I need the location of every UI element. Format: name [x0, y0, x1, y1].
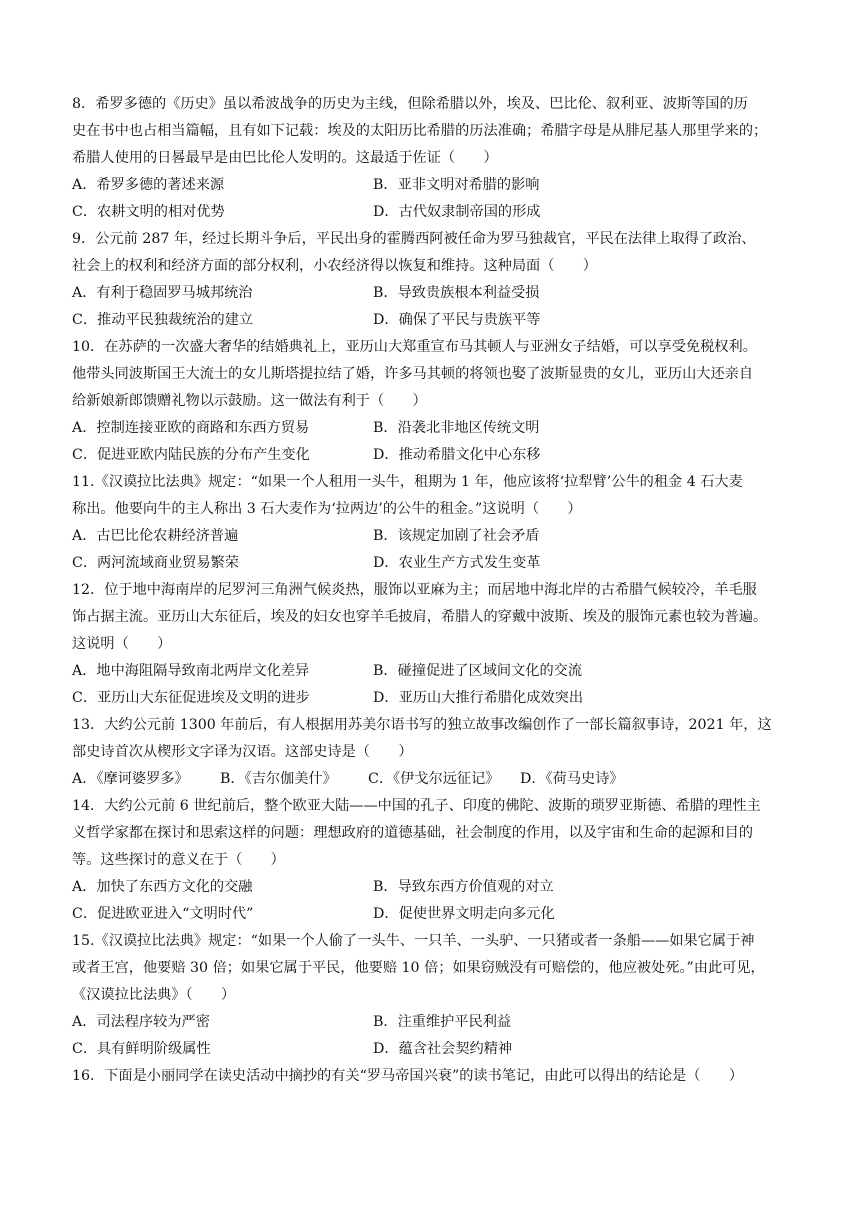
question-15-options-row-2	[72, 1036, 802, 1063]
question-11-options-row-1	[72, 523, 802, 550]
question-14-option-d[interactable]: D．促使世界文明走向多元化	[373, 906, 555, 922]
question-11-options-row-2	[72, 550, 802, 577]
question-15-option-c[interactable]: C．具有鲜明阶级属性	[72, 1041, 211, 1057]
question-8-line-2: 史在书中也占相当篇幅，且有如下记载：埃及的太阳历比希腊的历法准确；希腊字母是从腓尼基人那里学来的；	[72, 123, 768, 139]
question-8	[72, 91, 802, 226]
question-9-option-d[interactable]: D．确保了平民与贵族平等	[373, 312, 541, 328]
question-12-option-d[interactable]: D．亚历山大推行希腊化成效突出	[373, 690, 584, 706]
question-15-option-b[interactable]: B．注重维护平民利益	[373, 1014, 512, 1030]
question-10-options-row-1	[72, 415, 802, 442]
question-13-option-c[interactable]: C．《伊戈尔远征记》	[368, 771, 500, 787]
question-10	[72, 334, 802, 469]
question-14	[72, 793, 802, 928]
question-8-line-3: 希腊人使用的日晷最早是由巴比伦人发明的。这最适于佐证（ ）	[72, 150, 498, 166]
question-11-option-d[interactable]: D．农业生产方式发生变革	[373, 555, 541, 571]
question-9-option-b[interactable]: B．导致贵族根本利益受损	[373, 285, 540, 301]
question-14-options-row-1	[72, 874, 802, 901]
question-14-option-b[interactable]: B．导致东西方价值观的对立	[373, 879, 554, 895]
question-9-options-row-1	[72, 280, 802, 307]
question-8-options-row-1	[72, 172, 802, 199]
question-8-options-row-2	[72, 199, 802, 226]
question-15-option-a[interactable]: A．司法程序较为严密	[72, 1014, 210, 1030]
question-9-line-1: 9．公元前 287 年，经过长期斗争后，平民出身的霍腾西阿被任命为罗马独裁官，平民在法律上取得了政治、	[72, 231, 756, 247]
question-13-option-b[interactable]: B．《吉尔伽美什》	[220, 771, 337, 787]
question-11-line-2: 称出。他要向牛的主人称出 3 石大麦作为‘拉两边’的公牛的租金。”这说明（ ）	[72, 501, 582, 517]
question-8-option-a[interactable]: A．希罗多德的著述来源	[72, 177, 225, 193]
question-9-option-c[interactable]: C．推动平民独裁统治的建立	[72, 312, 254, 328]
question-14-options-row-2	[72, 901, 802, 928]
question-12-option-a[interactable]: A．地中海阻隔导致南北两岸文化差异	[72, 663, 310, 679]
question-11-line-1: 11.《汉谟拉比法典》规定：“如果一个人租用一头牛，租期为 1 年，他应该将‘拉犁臂’公牛的租金 4 石大麦	[72, 474, 743, 490]
question-10-options-row-2	[72, 442, 802, 469]
question-12-line-3: 这说明（ ）	[72, 636, 172, 652]
question-10-line-3: 给新娘新郎馈赠礼物以示鼓励。这一做法有利于（ ）	[72, 393, 427, 409]
question-12-options-row-2	[72, 685, 802, 712]
question-15-option-d[interactable]: D．蕴含社会契约精神	[373, 1041, 513, 1057]
question-14-line-3: 等。这些探讨的意义在于（ ）	[72, 852, 285, 868]
question-14-option-c[interactable]: C．促进欧亚进入“文明时代”	[72, 906, 254, 922]
question-13-option-d[interactable]: D．《荷马史诗》	[520, 771, 624, 787]
question-14-line-2: 义哲学家都在探讨和思索这样的问题：理想政府的道德基础，社会制度的作用，以及宇宙和生命的起源和目的	[72, 825, 754, 841]
question-12-line-2: 饰占据主流。亚历山大东征后，埃及的妇女也穿羊毛披肩，希腊人的穿戴中波斯、埃及的服饰元素也较为普遍。	[72, 609, 768, 625]
question-15-line-1: 15.《汉谟拉比法典》规定：“如果一个人偷了一头牛、一只羊、一头驴、一只猪或者一条船——如果它属于神	[72, 933, 755, 949]
question-10-line-2: 他带头同波斯国王大流士的女儿斯塔提拉结了婚，许多马其顿的将领也娶了波斯显贵的女儿，亚历山大还亲自	[72, 366, 754, 382]
question-10-option-a[interactable]: A．控制连接亚欧的商路和东西方贸易	[72, 420, 310, 436]
question-12	[72, 577, 802, 712]
exam-page	[72, 91, 802, 1090]
question-11-option-c[interactable]: C．两河流域商业贸易繁荣	[72, 555, 239, 571]
question-15	[72, 928, 802, 1063]
question-9	[72, 226, 802, 334]
question-12-line-1: 12．位于地中海南岸的尼罗河三角洲气候炎热，服饰以亚麻为主；而居地中海北岸的古希腊气候较冷，羊毛服	[72, 582, 757, 598]
question-9-options-row-2	[72, 307, 802, 334]
question-11	[72, 469, 802, 577]
question-15-line-3: 《汉谟拉比法典》（ ）	[72, 987, 236, 1003]
question-9-option-a[interactable]: A．有利于稳固罗马城邦统治	[72, 285, 253, 301]
question-14-line-1: 14．大约公元前 6 世纪前后，整个欧亚大陆——中国的孔子、印度的佛陀、波斯的琐罗亚斯德、希腊的理性主	[72, 798, 761, 814]
question-12-option-c[interactable]: C．亚历山大东征促进埃及文明的进步	[72, 690, 310, 706]
question-13-line-2: 部史诗首次从楔形文字译为汉语。这部史诗是（ ）	[72, 744, 413, 760]
question-10-line-1: 10．在苏萨的一次盛大奢华的结婚典礼上，亚历山大郑重宣布马其顿人与亚洲女子结婚，可以享受免税权利。	[72, 339, 757, 355]
question-13-options-row	[72, 766, 802, 793]
question-14-option-a[interactable]: A．加快了东西方文化的交融	[72, 879, 253, 895]
question-9-line-2: 社会上的权利和经济方面的部分权利，小农经济得以恢复和维持。这种局面（ ）	[72, 258, 597, 274]
question-11-option-b[interactable]: B．该规定加剧了社会矛盾	[373, 528, 540, 544]
question-16-line-1: 16．下面是小丽同学在读史活动中摘抄的有关“罗马帝国兴衰”的读书笔记，由此可以得出的结论是（ ）	[72, 1068, 744, 1084]
question-8-option-b[interactable]: B．亚非文明对希腊的影响	[373, 177, 540, 193]
question-13	[72, 712, 802, 793]
question-11-option-a[interactable]: A．古巴比伦农耕经济普遍	[72, 528, 239, 544]
question-12-options-row-1	[72, 658, 802, 685]
question-8-option-d[interactable]: D．古代奴隶制帝国的形成	[373, 204, 541, 220]
question-10-option-b[interactable]: B．沿袭北非地区传统文明	[373, 420, 540, 436]
question-10-option-d[interactable]: D．推动希腊文化中心东移	[373, 447, 541, 463]
question-8-option-c[interactable]: C．农耕文明的相对优势	[72, 204, 225, 220]
question-15-options-row-1	[72, 1009, 802, 1036]
question-13-option-a[interactable]: A．《摩诃婆罗多》	[72, 771, 189, 787]
question-8-line-1: 8．希罗多德的《历史》虽以希波战争的历史为主线，但除希腊以外，埃及、巴比伦、叙利亚、波斯等国的历	[72, 96, 748, 112]
question-16	[72, 1063, 802, 1090]
question-15-line-2: 或者王宫，他要赔 30 倍；如果它属于平民，他要赔 10 倍；如果窃贼没有可赔偿的，他应被处死。”由此可见，	[72, 960, 765, 976]
question-12-option-b[interactable]: B．碰撞促进了区域间文化的交流	[373, 663, 583, 679]
question-13-line-1: 13．大约公元前 1300 年前后，有人根据用苏美尔语书写的独立故事改编创作了一部长篇叙事诗，2021 年，这	[72, 717, 772, 733]
question-10-option-c[interactable]: C．促进亚欧内陆民族的分布产生变化	[72, 447, 310, 463]
